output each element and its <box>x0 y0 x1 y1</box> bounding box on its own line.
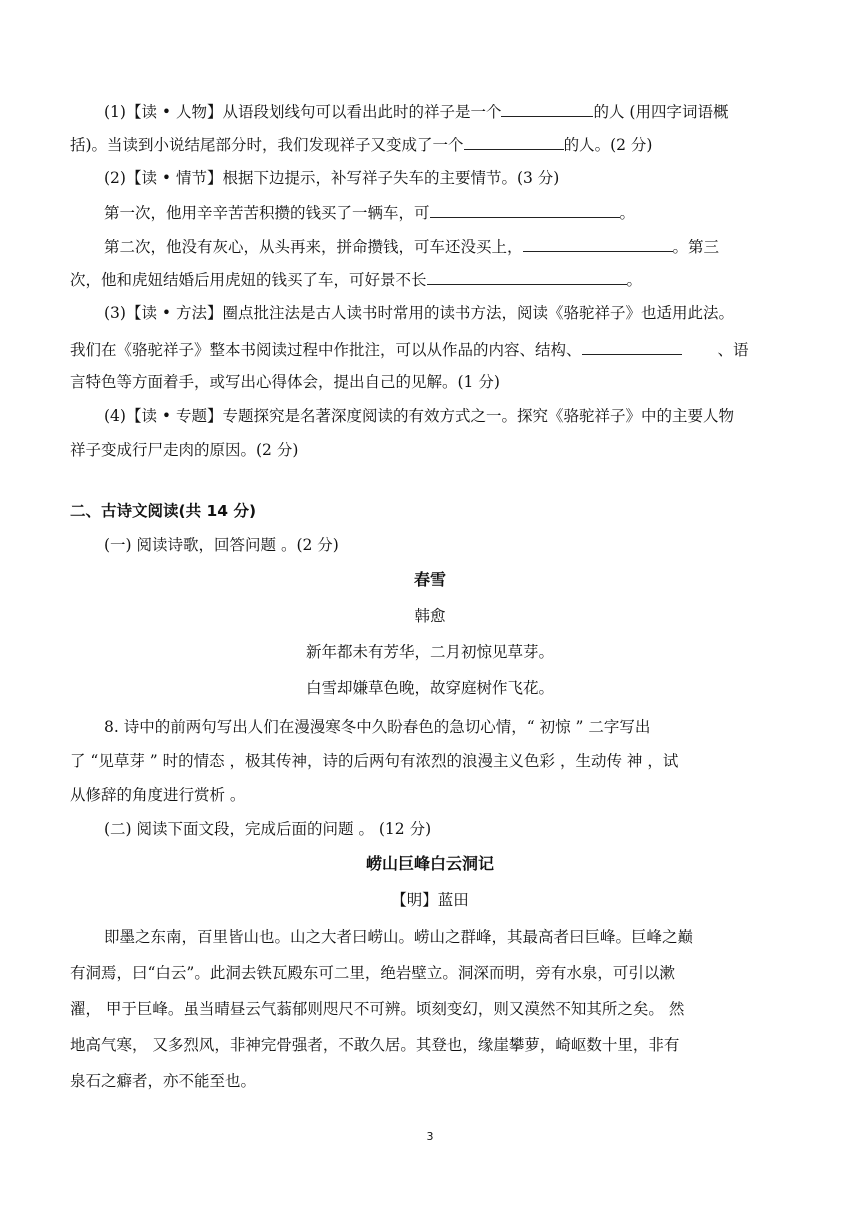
q3-line3 <box>70 371 500 393</box>
q3-text-b: 我们在《骆驼祥子》整本书阅读过程中作批注，可以从作品的内容、结构、 <box>70 341 582 359</box>
q2-first-end: 。 <box>619 204 636 222</box>
prose-author <box>0 889 860 911</box>
q3-line2 <box>70 338 749 361</box>
part2-instruction <box>104 818 431 840</box>
section-heading-text: 二、古诗文阅读(共 14 分) <box>70 502 257 520</box>
q2-third-text: 次，他和虎妞结婚后用虎妞的钱买了车，可好景不长 <box>70 271 427 289</box>
q3-text-d: 言特色等方面着手，或写出心得体会，提出自己的见解。(1 分) <box>70 373 500 391</box>
q4-line1 <box>104 405 734 427</box>
poem-line-1 <box>0 641 860 663</box>
prose-title <box>0 853 860 875</box>
q1-line1 <box>104 100 728 123</box>
q2-second-end: 。第三 <box>672 238 720 256</box>
q4-text-b: 祥子变成行尸走肉的原因。(2 分) <box>70 441 299 459</box>
prose-line-3-text: 濯， 甲于巨峰。虽当晴昼云气蓊郁则咫尺不可辨。顷刻变幻，则又漠然不知其所之矣。 然 <box>70 1000 685 1018</box>
q8-text-a: 8. 诗中的前两句写出人们在漫漫寒冬中久盼春色的急切心情，“ 初惊 ” 二字写出 <box>104 718 651 736</box>
answer-blank[interactable] <box>582 338 682 355</box>
part1-instruction <box>104 534 339 556</box>
poem-line-1-text: 新年都未有芳华，二月初惊见草芽。 <box>305 643 554 661</box>
q2-first-text: 第一次，他用辛辛苦苦积攒的钱买了一辆车，可 <box>104 204 430 222</box>
q3-line1 <box>104 302 734 324</box>
prose-line-1-text: 即墨之东南，百里皆山也。山之大者曰崂山。崂山之群峰，其最高者曰巨峰。巨峰之巅 <box>104 928 694 946</box>
q8-line3 <box>70 784 245 806</box>
q1-text-a: (1)【读 • 人物】从语段划线句可以看出此时的祥子是一个 <box>104 103 502 121</box>
part2-text: (二) 阅读下面文段，完成后面的问题 。 (12 分) <box>104 820 432 838</box>
prose-line-5-text: 泉石之癖者，亦不能至也。 <box>70 1072 257 1090</box>
q2-second <box>104 235 719 258</box>
answer-blank[interactable] <box>464 133 564 150</box>
q3-text-a: (3)【读 • 方法】圈点批注法是古人读书时常用的读书方法，阅读《骆驼祥子》也适用此法。 <box>104 304 734 322</box>
page-number: 3 <box>426 1130 434 1143</box>
prose-title-text: 崂山巨峰白云洞记 <box>365 854 494 873</box>
q1-text-d: 的人。(2 分) <box>563 136 653 154</box>
prose-line-4-text: 地高气寒， 又多烈风，非神完骨强者，不敢久居。其登也，缘崖攀萝，崎岖数十里，非有 <box>70 1036 680 1054</box>
prose-line-1 <box>104 926 693 948</box>
q8-text-c: 从修辞的角度进行赏析 。 <box>70 786 246 804</box>
poem-title-text: 春雪 <box>413 570 446 589</box>
poem-line-2-text: 白雪却嫌草色晚，故穿庭树作飞花。 <box>305 679 554 697</box>
answer-blank[interactable] <box>523 235 673 252</box>
prose-line-5 <box>70 1070 256 1092</box>
q2-title-text: (2)【读 • 情节】根据下边提示，补写祥子失车的主要情节。(3 分) <box>104 169 560 187</box>
poem-line-2 <box>0 677 860 699</box>
poem-author <box>0 605 860 627</box>
q2-title <box>104 167 559 189</box>
q2-third <box>70 268 642 291</box>
poem-author-text: 韩愈 <box>414 607 446 625</box>
q1-text-b: 的人 (用四字词语概 <box>593 103 729 121</box>
q4-line2 <box>70 439 298 461</box>
q8-line1 <box>104 716 650 738</box>
q2-first <box>104 201 635 224</box>
answer-blank[interactable] <box>430 201 620 218</box>
q2-third-end: 。 <box>626 271 643 289</box>
prose-author-text: 【明】蓝田 <box>391 891 469 909</box>
q1-text-c: 括)。当读到小说结尾部分时，我们发现祥子又变成了一个 <box>70 136 464 154</box>
answer-blank[interactable] <box>427 268 627 285</box>
prose-line-2-text: 有洞焉，曰“白云”。此洞去铁瓦殿东可二里，绝岩壁立。洞深而明，旁有水泉，可引以漱 <box>70 964 675 982</box>
prose-line-4 <box>70 1034 679 1056</box>
q8-text-b: 了 “见草芽 ” 时的情态 ，极其传神，诗的后两句有浓烈的浪漫主义色彩 ，生动传 神 ，试 <box>70 752 679 770</box>
section2-heading <box>70 500 256 522</box>
poem-title <box>0 569 860 591</box>
q2-second-text: 第二次，他没有灰心，从头再来，拼命攒钱，可车还没买上， <box>104 238 523 256</box>
prose-line-2 <box>70 962 675 984</box>
part1-text: (一) 阅读诗歌，回答问题 。(2 分) <box>104 536 339 554</box>
answer-blank[interactable] <box>501 100 593 117</box>
q4-text-a: (4)【读 • 专题】专题探究是名著深度阅读的有效方式之一。探究《骆驼祥子》中的主要人物 <box>104 407 734 425</box>
q1-line2 <box>70 133 652 156</box>
q8-line2 <box>70 750 678 772</box>
q3-text-c: 、语 <box>717 341 749 359</box>
prose-line-3 <box>70 998 684 1020</box>
